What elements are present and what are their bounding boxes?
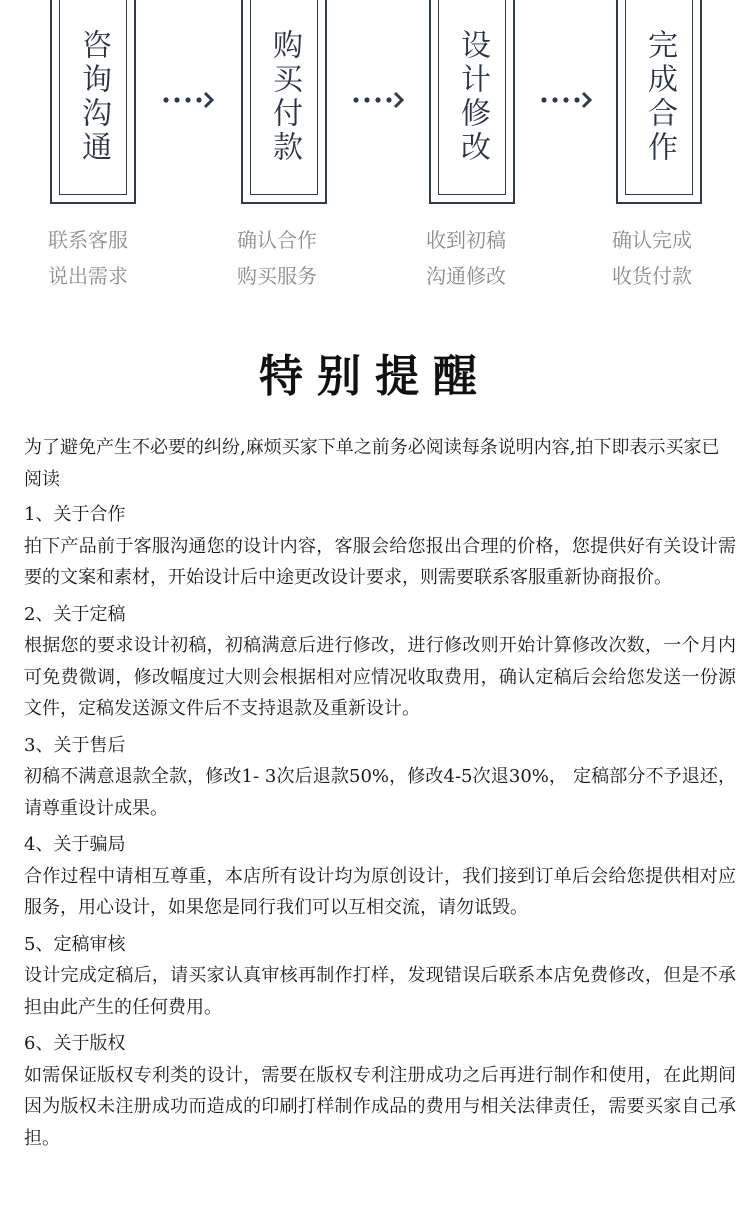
section-body: 初稿不满意退款全款，修改1- 3次后退款50%，修改4-5次退30%， 定稿部分不予退还，请尊重设计成果。: [24, 766, 736, 819]
notice-content: [24, 432, 736, 1159]
notice-section: [24, 1028, 736, 1154]
step-1-desc-line-2: 说出需求: [48, 264, 128, 288]
notice-section: [24, 829, 736, 924]
notice-section: [24, 730, 736, 825]
section-title: 2、关于定稿: [24, 603, 126, 625]
notice-section: [24, 599, 736, 725]
step-2-desc-line-2: 购买服务: [237, 264, 317, 288]
step-1-title: 咨询沟通: [76, 29, 111, 165]
step-2-frame: [241, 0, 327, 204]
step-4-title: 完成合作: [642, 29, 677, 165]
page-title: 特别提醒: [259, 351, 491, 402]
step-2-title: 购买付款: [267, 29, 302, 165]
section-body: 拍下产品前于客服沟通您的设计内容，客服会给您报出合理的价格，您提供好有关设计需要的文案和素材，开始设计后中途更改设计要求，则需要联系客服重新协商报价。: [24, 535, 736, 588]
process-steps: [0, 0, 750, 300]
section-title: 3、关于售后: [24, 734, 126, 756]
step-3-desc-line-1: 收到初稿: [426, 228, 506, 252]
step-2-desc: [207, 222, 347, 294]
step-4-desc-line-1: 确认完成: [612, 228, 692, 252]
dotted-arrow-right-icon: [350, 87, 410, 113]
step-4-desc-line-2: 收货付款: [612, 264, 692, 288]
dotted-arrow-right-icon: [538, 87, 598, 113]
step-3-desc-line-2: 沟通修改: [426, 264, 506, 288]
step-4-frame: [616, 0, 702, 204]
notice-intro: 为了避免产生不必要的纠纷,麻烦买家下单之前务必阅读每条说明内容,拍下即表示买家已阅读: [24, 437, 720, 490]
step-1-desc-line-1: 联系客服: [48, 228, 128, 252]
section-title: 6、关于版权: [24, 1033, 126, 1054]
step-3-frame: [429, 0, 515, 204]
step-4-desc: [582, 222, 722, 294]
section-title: 5、定稿审核: [24, 933, 126, 955]
notice-section: [24, 499, 736, 594]
section-body: 根据您的要求设计初稿，初稿满意后进行修改，进行修改则开始计算修改次数，一个月内可免费微调，修改幅度过大则会根据相对应情况收取费用，确认定稿后会给您发送一份源文件，定稿发送源文件后不支持退款及重新设计。: [24, 635, 736, 719]
section-body: 如需保证版权专利类的设计，需要在版权专利注册成功之后再进行制作和使用，在此期间因为版权未注册成功而造成的印刷打样制作成品的费用与相关法律责任，需要买家自己承担。: [24, 1064, 736, 1149]
section-title: 1、关于合作: [24, 504, 126, 525]
section-body: 设计完成定稿后，请买家认真审核再制作打样，发现错误后联系本店免费修改，但是不承担由此产生的任何费用。: [24, 965, 736, 1018]
section-title: 4、关于骗局: [24, 834, 126, 855]
step-1-frame: [50, 0, 136, 204]
section-body: 合作过程中请相互尊重，本店所有设计均为原创设计，我们接到订单后会给您提供相对应服务，用心设计，如果您是同行我们可以互相交流，请勿诋毁。: [24, 865, 736, 918]
step-3-desc: [396, 222, 536, 294]
dotted-arrow-right-icon: [160, 87, 220, 113]
step-3-title: 设计修改: [455, 29, 490, 165]
step-2-desc-line-1: 确认合作: [237, 228, 317, 252]
notice-section: [24, 929, 736, 1024]
step-1-desc: [18, 222, 158, 294]
